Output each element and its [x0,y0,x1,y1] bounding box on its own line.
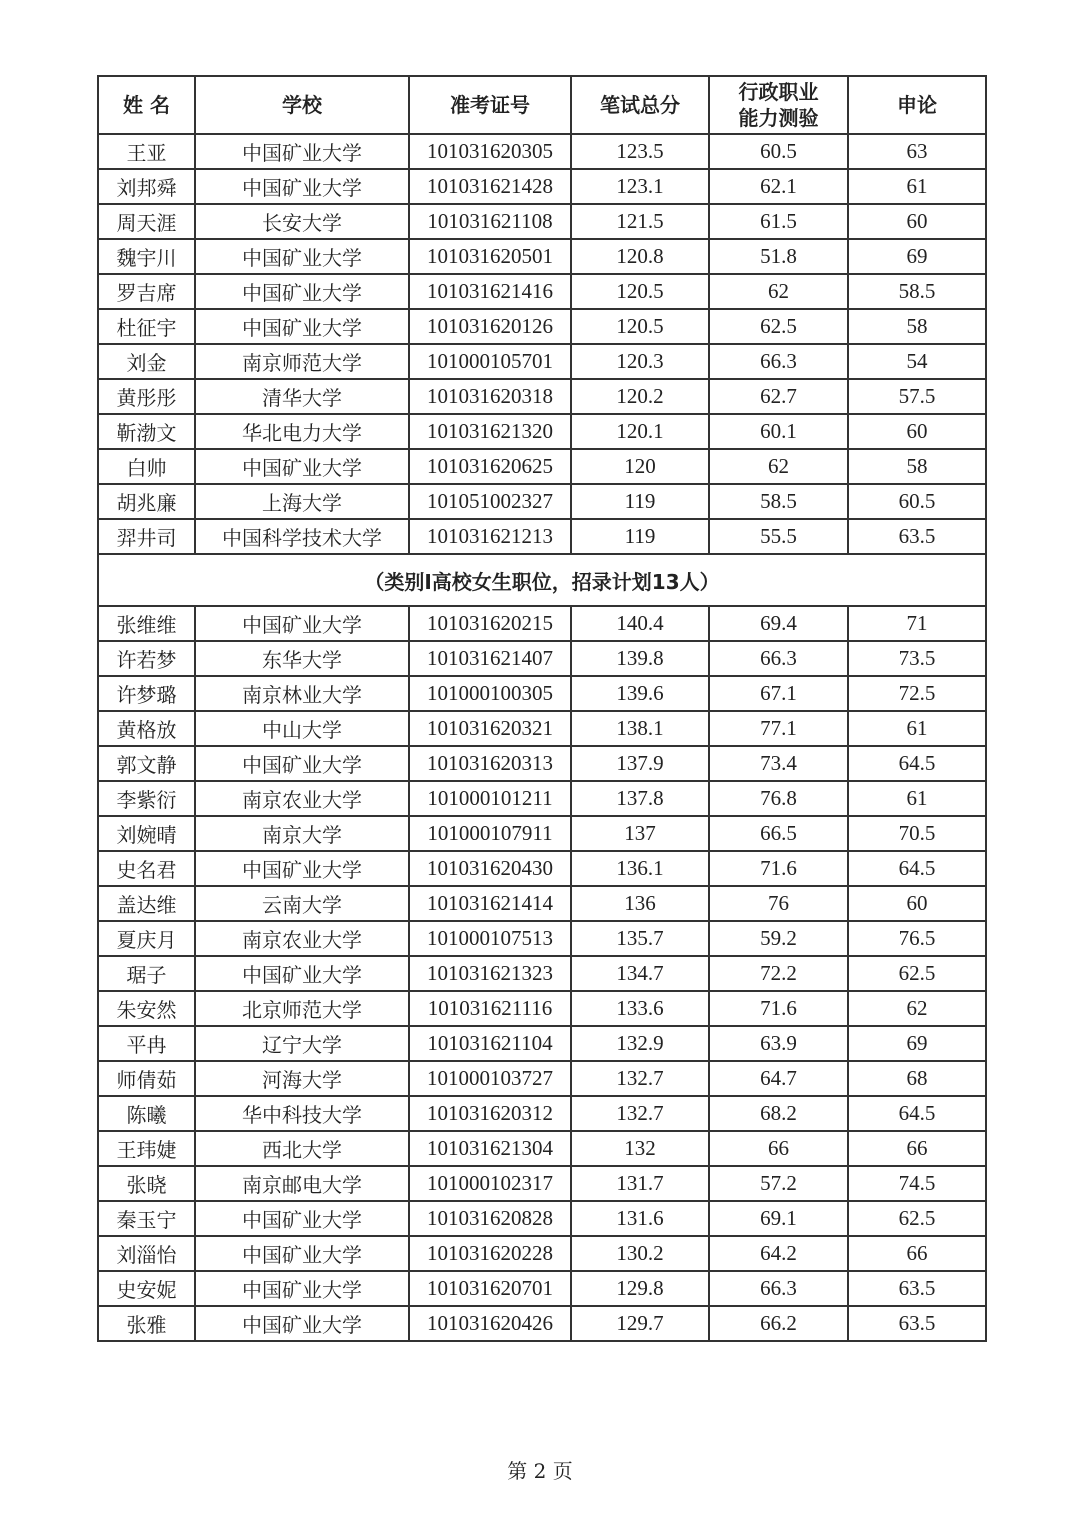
cell-name: 黄格放 [98,711,195,746]
cell-exam-id: 101000102317 [409,1166,571,1201]
cell-essay-score: 62.5 [848,956,986,991]
cell-name: 朱安然 [98,991,195,1026]
cell-exam-id: 101000107513 [409,921,571,956]
cell-total-score: 120 [571,449,709,484]
cell-school: 河海大学 [195,1061,409,1096]
header-school: 学校 [195,76,409,134]
cell-name: 许梦璐 [98,676,195,711]
table-row [98,1271,986,1306]
cell-school: 云南大学 [195,886,409,921]
cell-exam-id: 101031620126 [409,309,571,344]
table-row [98,781,986,816]
cell-name: 白帅 [98,449,195,484]
cell-aptitude-score: 63.9 [709,1026,848,1061]
cell-exam-id: 101031621323 [409,956,571,991]
cell-school: 中国科学技术大学 [195,519,409,554]
cell-essay-score: 70.5 [848,816,986,851]
table-row [98,1306,986,1341]
cell-name: 周天涯 [98,204,195,239]
cell-aptitude-score: 66.3 [709,344,848,379]
cell-name: 胡兆廉 [98,484,195,519]
cell-school: 长安大学 [195,204,409,239]
cell-aptitude-score: 62.7 [709,379,848,414]
cell-exam-id: 101031621416 [409,274,571,309]
header-essay: 申论 [848,76,986,134]
table-row [98,169,986,204]
cell-name: 张雅 [98,1306,195,1341]
cell-school: 中国矿业大学 [195,309,409,344]
cell-exam-id: 101031620701 [409,1271,571,1306]
cell-exam-id: 101031621104 [409,1026,571,1061]
cell-essay-score: 62 [848,991,986,1026]
cell-total-score: 132 [571,1131,709,1166]
cell-school: 南京邮电大学 [195,1166,409,1201]
cell-essay-score: 76.5 [848,921,986,956]
cell-school: 南京大学 [195,816,409,851]
cell-total-score: 120.5 [571,274,709,309]
cell-aptitude-score: 62 [709,449,848,484]
cell-total-score: 129.8 [571,1271,709,1306]
page-number: 第 2 页 [507,1459,573,1483]
cell-name: 盖达维 [98,886,195,921]
cell-aptitude-score: 57.2 [709,1166,848,1201]
cell-aptitude-score: 69.4 [709,606,848,641]
cell-total-score: 132.7 [571,1096,709,1131]
cell-essay-score: 74.5 [848,1166,986,1201]
cell-name: 张晓 [98,1166,195,1201]
cell-essay-score: 60.5 [848,484,986,519]
cell-essay-score: 71 [848,606,986,641]
table-row [98,204,986,239]
cell-school: 中国矿业大学 [195,169,409,204]
cell-total-score: 137.8 [571,781,709,816]
section-row [98,554,986,606]
cell-exam-id: 101031621320 [409,414,571,449]
table-row [98,1236,986,1271]
table-row [98,449,986,484]
cell-exam-id: 101031620318 [409,379,571,414]
table-row [98,956,986,991]
table-row [98,816,986,851]
cell-essay-score: 63.5 [848,1271,986,1306]
cell-total-score: 139.6 [571,676,709,711]
cell-total-score: 120.1 [571,414,709,449]
header-aptitude-test: 行政职业能力测验 [709,76,848,134]
cell-exam-id: 101051002327 [409,484,571,519]
cell-name: 陈曦 [98,1096,195,1131]
table-row [98,641,986,676]
cell-essay-score: 62.5 [848,1201,986,1236]
cell-total-score: 121.5 [571,204,709,239]
table-row [98,1201,986,1236]
cell-name: 史安妮 [98,1271,195,1306]
cell-aptitude-score: 59.2 [709,921,848,956]
cell-total-score: 137.9 [571,746,709,781]
cell-name: 许若梦 [98,641,195,676]
cell-aptitude-score: 66.3 [709,641,848,676]
cell-aptitude-score: 64.7 [709,1061,848,1096]
table-row [98,519,986,554]
cell-school: 中山大学 [195,711,409,746]
table-body-group1 [98,134,986,554]
cell-essay-score: 58 [848,309,986,344]
cell-aptitude-score: 55.5 [709,519,848,554]
cell-aptitude-score: 69.1 [709,1201,848,1236]
table-row [98,484,986,519]
header-name: 姓 名 [98,76,195,134]
cell-exam-id: 101031620321 [409,711,571,746]
cell-school: 中国矿业大学 [195,449,409,484]
cell-essay-score: 72.5 [848,676,986,711]
cell-name: 夏庆月 [98,921,195,956]
cell-exam-id: 101031621213 [409,519,571,554]
cell-essay-score: 61 [848,781,986,816]
cell-essay-score: 60 [848,886,986,921]
table-row [98,1061,986,1096]
cell-essay-score: 57.5 [848,379,986,414]
cell-total-score: 120.5 [571,309,709,344]
cell-essay-score: 63.5 [848,1306,986,1341]
cell-school: 南京林业大学 [195,676,409,711]
cell-total-score: 135.7 [571,921,709,956]
cell-essay-score: 61 [848,169,986,204]
table-row [98,991,986,1026]
cell-school: 中国矿业大学 [195,746,409,781]
cell-essay-score: 66 [848,1131,986,1166]
cell-aptitude-score: 67.1 [709,676,848,711]
cell-name: 秦玉宁 [98,1201,195,1236]
cell-total-score: 123.1 [571,169,709,204]
cell-school: 中国矿业大学 [195,606,409,641]
cell-exam-id: 101031620305 [409,134,571,169]
cell-total-score: 132.7 [571,1061,709,1096]
cell-exam-id: 101031620426 [409,1306,571,1341]
table-row [98,1166,986,1201]
cell-aptitude-score: 51.8 [709,239,848,274]
cell-total-score: 123.5 [571,134,709,169]
cell-total-score: 120.3 [571,344,709,379]
cell-school: 中国矿业大学 [195,239,409,274]
table-row [98,274,986,309]
cell-total-score: 119 [571,519,709,554]
cell-school: 清华大学 [195,379,409,414]
cell-total-score: 132.9 [571,1026,709,1061]
table-row [98,851,986,886]
cell-exam-id: 101031621304 [409,1131,571,1166]
cell-total-score: 120.8 [571,239,709,274]
cell-name: 刘金 [98,344,195,379]
cell-name: 李紫衍 [98,781,195,816]
cell-exam-id: 101031621116 [409,991,571,1026]
cell-total-score: 120.2 [571,379,709,414]
cell-aptitude-score: 76.8 [709,781,848,816]
cell-name: 刘邦舜 [98,169,195,204]
cell-school: 中国矿业大学 [195,956,409,991]
table-row [98,414,986,449]
table-row [98,1131,986,1166]
table-row [98,711,986,746]
cell-school: 华中科技大学 [195,1096,409,1131]
cell-school: 南京师范大学 [195,344,409,379]
cell-aptitude-score: 71.6 [709,851,848,886]
table-row [98,1026,986,1061]
cell-total-score: 140.4 [571,606,709,641]
cell-aptitude-score: 62.5 [709,309,848,344]
cell-total-score: 138.1 [571,711,709,746]
cell-name: 魏宇川 [98,239,195,274]
cell-essay-score: 54 [848,344,986,379]
cell-school: 中国矿业大学 [195,1236,409,1271]
cell-essay-score: 69 [848,239,986,274]
cell-exam-id: 101031620828 [409,1201,571,1236]
cell-name: 刘淄怡 [98,1236,195,1271]
cell-name: 张维维 [98,606,195,641]
cell-aptitude-score: 66.2 [709,1306,848,1341]
cell-exam-id: 101031621407 [409,641,571,676]
cell-exam-id: 101031620501 [409,239,571,274]
cell-exam-id: 101031621428 [409,169,571,204]
cell-school: 上海大学 [195,484,409,519]
cell-essay-score: 60 [848,204,986,239]
cell-exam-id: 101031620430 [409,851,571,886]
cell-school: 中国矿业大学 [195,274,409,309]
cell-name: 琚子 [98,956,195,991]
cell-exam-id: 101031620215 [409,606,571,641]
cell-name: 平冉 [98,1026,195,1061]
cell-name: 杜征宇 [98,309,195,344]
cell-total-score: 139.8 [571,641,709,676]
cell-school: 中国矿业大学 [195,1271,409,1306]
cell-school: 中国矿业大学 [195,1306,409,1341]
cell-essay-score: 66 [848,1236,986,1271]
cell-essay-score: 58 [848,449,986,484]
cell-exam-id: 101031621108 [409,204,571,239]
cell-total-score: 137 [571,816,709,851]
table-row [98,746,986,781]
cell-name: 郭文静 [98,746,195,781]
cell-exam-id: 101031620313 [409,746,571,781]
cell-exam-id: 101000105701 [409,344,571,379]
cell-aptitude-score: 62 [709,274,848,309]
cell-essay-score: 63.5 [848,519,986,554]
score-table [97,75,987,1342]
table-row [98,344,986,379]
cell-school: 中国矿业大学 [195,134,409,169]
cell-aptitude-score: 73.4 [709,746,848,781]
cell-total-score: 131.7 [571,1166,709,1201]
cell-essay-score: 58.5 [848,274,986,309]
table-row [98,921,986,956]
table-row [98,134,986,169]
table-row [98,676,986,711]
cell-name: 师倩茹 [98,1061,195,1096]
cell-school: 南京农业大学 [195,921,409,956]
cell-essay-score: 69 [848,1026,986,1061]
cell-aptitude-score: 58.5 [709,484,848,519]
cell-name: 黄彤彤 [98,379,195,414]
cell-exam-id: 101031620312 [409,1096,571,1131]
cell-essay-score: 63 [848,134,986,169]
cell-exam-id: 101000101211 [409,781,571,816]
cell-essay-score: 68 [848,1061,986,1096]
cell-name: 王亚 [98,134,195,169]
table-header-row [98,76,986,134]
cell-aptitude-score: 66.5 [709,816,848,851]
cell-name: 羿井司 [98,519,195,554]
cell-exam-id: 101031620625 [409,449,571,484]
header-total-score: 笔试总分 [571,76,709,134]
cell-aptitude-score: 76 [709,886,848,921]
cell-aptitude-score: 60.5 [709,134,848,169]
cell-school: 华北电力大学 [195,414,409,449]
cell-name: 罗吉席 [98,274,195,309]
cell-essay-score: 61 [848,711,986,746]
cell-exam-id: 101031620228 [409,1236,571,1271]
cell-total-score: 136.1 [571,851,709,886]
cell-essay-score: 60 [848,414,986,449]
cell-aptitude-score: 64.2 [709,1236,848,1271]
table-row [98,606,986,641]
cell-school: 中国矿业大学 [195,1201,409,1236]
cell-school: 中国矿业大学 [195,851,409,886]
cell-school: 西北大学 [195,1131,409,1166]
cell-aptitude-score: 66.3 [709,1271,848,1306]
cell-essay-score: 73.5 [848,641,986,676]
table-row [98,1096,986,1131]
cell-name: 史名君 [98,851,195,886]
cell-aptitude-score: 66 [709,1131,848,1166]
cell-school: 南京农业大学 [195,781,409,816]
table-body-group2 [98,606,986,1341]
cell-total-score: 130.2 [571,1236,709,1271]
cell-aptitude-score: 68.2 [709,1096,848,1131]
cell-total-score: 131.6 [571,1201,709,1236]
cell-total-score: 133.6 [571,991,709,1026]
cell-exam-id: 101031621414 [409,886,571,921]
cell-aptitude-score: 71.6 [709,991,848,1026]
table-row [98,379,986,414]
cell-aptitude-score: 61.5 [709,204,848,239]
cell-exam-id: 101000107911 [409,816,571,851]
cell-school: 辽宁大学 [195,1026,409,1061]
cell-total-score: 136 [571,886,709,921]
cell-exam-id: 101000103727 [409,1061,571,1096]
cell-total-score: 129.7 [571,1306,709,1341]
cell-aptitude-score: 77.1 [709,711,848,746]
cell-total-score: 119 [571,484,709,519]
cell-essay-score: 64.5 [848,1096,986,1131]
table-row [98,886,986,921]
cell-aptitude-score: 62.1 [709,169,848,204]
cell-school: 东华大学 [195,641,409,676]
cell-name: 王玮婕 [98,1131,195,1166]
cell-name: 刘婉晴 [98,816,195,851]
cell-essay-score: 64.5 [848,851,986,886]
cell-aptitude-score: 72.2 [709,956,848,991]
cell-name: 靳渤文 [98,414,195,449]
cell-essay-score: 64.5 [848,746,986,781]
table-row [98,309,986,344]
cell-exam-id: 101000100305 [409,676,571,711]
cell-total-score: 134.7 [571,956,709,991]
header-exam-id: 准考证号 [409,76,571,134]
section-title: （类别I高校女生职位，招录计划13人） [98,554,986,606]
cell-school: 北京师范大学 [195,991,409,1026]
cell-aptitude-score: 60.1 [709,414,848,449]
table-row [98,239,986,274]
